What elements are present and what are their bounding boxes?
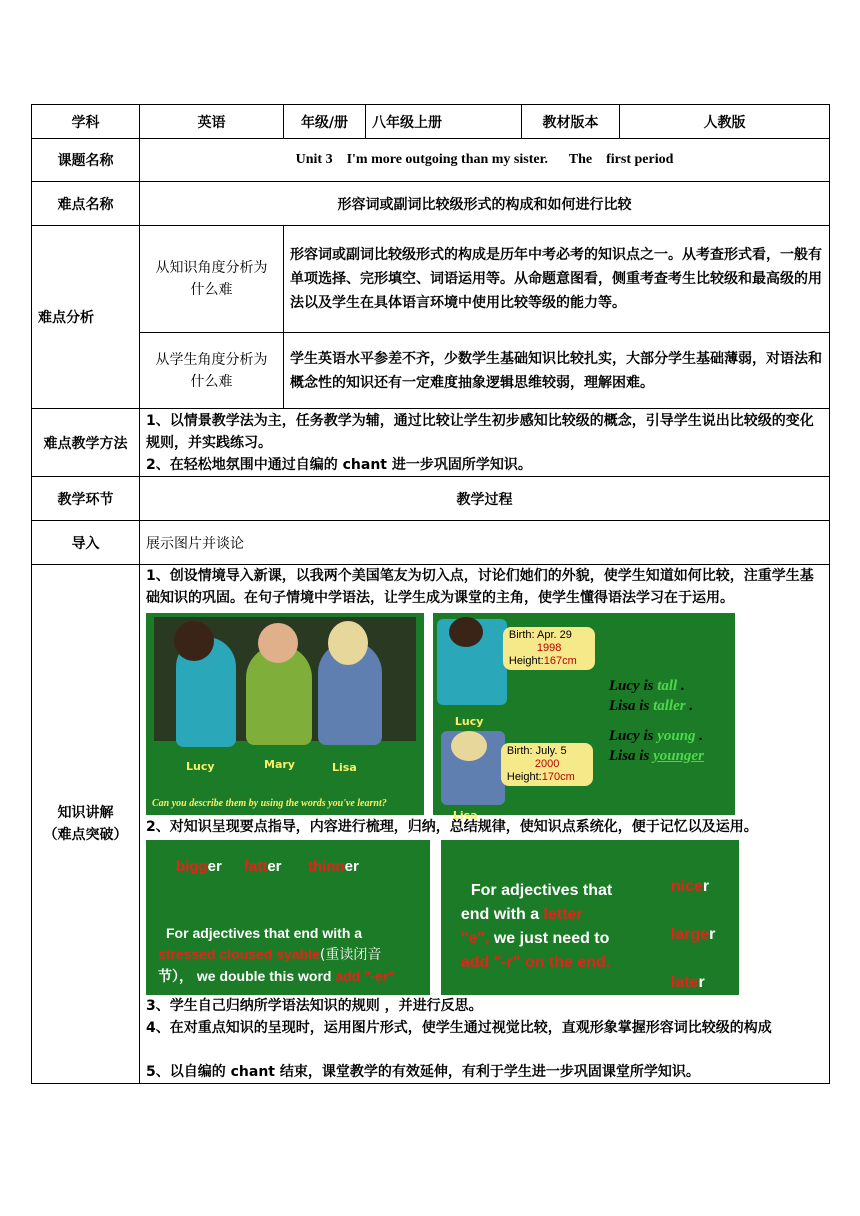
sentence-1-a: Lucy is (608, 678, 658, 694)
rule4-e: "e", (460, 930, 490, 947)
topic-value: Unit 3 I'm more outgoing than my sister. The first period (140, 139, 830, 182)
lisa-photo-label: Lisa (452, 809, 478, 822)
rule-line-3 (158, 965, 395, 987)
lucy-birth: Birth: Apr. 29 (508, 629, 572, 641)
sentence-3 (609, 725, 703, 747)
knowledge-angle-text: 形容词或副词比较级形式的构成是历年中考必考的知识点之一。从考查形式看，一般有单项选择、完形填空、词语运用等。从命题意图看，侧重考查考生比较级和最高级的用法以及学生在具体语言环境中使用比较等级的能力等。 (284, 226, 830, 333)
lisa-height-line (507, 771, 587, 784)
method-label: 难点教学方法 (32, 409, 140, 477)
intro-label: 导入 (32, 521, 140, 565)
process-label: 教学环节 (32, 477, 140, 521)
sentence-2 (609, 695, 693, 717)
slide-comparison (433, 613, 735, 822)
rule4-line-2 (461, 904, 583, 926)
spacer (146, 1039, 825, 1061)
rule4-letter: letter (543, 906, 583, 923)
knowledge-label-line-1: 知识讲解 (57, 805, 114, 821)
analysis-label: 难点分析 (32, 226, 140, 409)
word-nicer-stem: nice (670, 878, 703, 895)
sentence-1 (609, 675, 685, 697)
word-bigger (176, 856, 222, 878)
word-bigger-suffix: er (207, 858, 222, 875)
lisa-photo-head (451, 731, 487, 761)
name-lucy: Lucy (186, 760, 215, 773)
word-bigger-stem: bigg (176, 858, 208, 875)
subject-value: 英语 (140, 105, 284, 139)
rule-line-2 (158, 943, 381, 966)
lisa-height: 170cm (541, 771, 575, 783)
sentence-3-a: Lucy is (608, 728, 658, 744)
name-mary: Mary (264, 758, 295, 771)
word-fatter (244, 856, 282, 878)
slide-e-ending-rule (441, 840, 739, 995)
edition-value: 人教版 (620, 105, 830, 139)
sentence-3-c: . (695, 728, 704, 744)
lisa-height-label: Height: (506, 771, 542, 783)
method-cell (140, 409, 830, 477)
subject-label: 学科 (32, 105, 140, 139)
rule-stressed-syllable: stressed cloused syable (158, 946, 320, 962)
knowledge-step-4: 4、在对重点知识的呈现时，运用图片形式，使学生通过视觉比较，直观形象掌握形容词比较级的构成 (146, 1020, 772, 1036)
rule4-end-with: end with a (460, 906, 544, 923)
intro-value: 展示图片并谈论 (140, 521, 830, 565)
rule-line-1: For adjectives that end with a (166, 925, 363, 941)
lesson-plan-table (31, 104, 830, 1084)
sentence-1-c: . (677, 678, 685, 694)
rule4-line-4: add "-r" on the end. (460, 954, 611, 971)
slide-three-friends (146, 613, 424, 815)
knowledge-label (32, 565, 140, 1084)
word-thinner (308, 856, 359, 878)
lucy-photo-head (449, 617, 483, 647)
method-line-1: 1、以情景教学法为主，任务教学为辅，通过比较让学生初步感知比较级的概念，引导学生说出比较级的变化规则，并实践练习。 (146, 412, 814, 451)
word-larger-stem: large (670, 926, 710, 943)
lucy-year: 1998 (536, 642, 562, 654)
sentence-2-b: taller (653, 698, 686, 714)
slide-row-1 (146, 613, 825, 822)
knowledge-label-line-2: （难点突破） (43, 827, 128, 843)
rule-add-er: add "-er" (335, 968, 396, 984)
sentence-3-b: young (657, 728, 696, 744)
word-fatter-stem: fatt (244, 858, 268, 875)
word-fatter-suffix: er (267, 858, 282, 875)
lucy-height-line (509, 655, 589, 668)
slide-double-consonant-rule (146, 840, 430, 995)
student-angle-label: 从学生角度分析为什么难 (140, 333, 284, 409)
sentence-4-b: younger (653, 748, 704, 764)
topic-label: 课题名称 (32, 139, 140, 182)
difficulty-name-value: 形容词或副词比较级形式的构成和如何进行比较 (140, 182, 830, 226)
lucy-photo-label: Lucy (454, 715, 484, 728)
rule4-line-3 (461, 928, 610, 950)
lucy-info-bubble (503, 627, 595, 670)
word-later (671, 972, 705, 994)
knowledge-cell (140, 565, 830, 1084)
edition-label: 教材版本 (522, 105, 620, 139)
word-nicer (671, 876, 709, 898)
word-thinner-stem: thinn (308, 858, 345, 875)
sentence-2-c: . (685, 698, 694, 714)
method-line-2: 2、在轻松地氛围中通过自编的 chant 进一步巩固所学知识。 (146, 456, 532, 473)
knowledge-step-2: 2、对知识呈现要点指导，内容进行梳理，归纳，总结规律，使知识点系统化，便于记忆以及运用。 (146, 819, 758, 835)
word-nicer-suffix: r (702, 878, 710, 895)
name-lisa: Lisa (332, 761, 357, 774)
sentence-1-b: tall (657, 678, 678, 694)
sentence-4-a: Lisa is (608, 748, 654, 764)
knowledge-step-1: 1、创设情境导入新课，以我两个美国笔友为切入点，讨论们她们的外貌，使学生知道如何比较，注重学生基础知识的巩固。在句子情境中学语法，让学生成为课堂的主角，使学生懂得语法学习在于运用。 (146, 568, 814, 606)
grade-label: 年级/册 (284, 105, 366, 139)
rule4-line-1: For adjectives that (470, 882, 613, 899)
lucy-height-label: Height: (508, 655, 544, 667)
knowledge-angle-label: 从知识角度分析为什么难 (140, 226, 284, 333)
difficulty-name-label: 难点名称 (32, 182, 140, 226)
sentence-4 (609, 745, 704, 767)
lisa-info-bubble (501, 743, 593, 786)
sentence-2-a: Lisa is (608, 698, 654, 714)
rule-double-word: 节）， we double this word (158, 968, 336, 984)
person-lisa-head (328, 621, 368, 665)
process-value: 教学过程 (140, 477, 830, 521)
knowledge-step-3: 3、学生自己归纳所学语法知识的规则 ，并进行反思。 (146, 998, 483, 1014)
rule-chinese-note: (重读闭音 (319, 947, 382, 963)
knowledge-step-5: 5、以自编的 chant 结束，课堂教学的有效延伸，有利于学生进一步巩固课堂所学知识。 (146, 1064, 700, 1080)
slide1-question: Can you describe them by using the words you've learnt? (152, 798, 387, 809)
student-angle-text: 学生英语水平参差不齐，少数学生基础知识比较扎实，大部分学生基础薄弱，对语法和概念性的知识还有一定难度抽象逻辑思维较弱，理解困难。 (284, 333, 830, 409)
lucy-height: 167cm (543, 655, 577, 667)
lisa-birth: Birth: July. 5 (506, 745, 567, 757)
word-later-stem: late (670, 974, 699, 991)
person-lucy-head (174, 621, 214, 661)
word-later-suffix: r (698, 974, 705, 991)
word-larger (671, 924, 715, 946)
slide-row-2 (146, 840, 825, 995)
word-larger-suffix: r (709, 926, 716, 943)
rule4-need-to: we just need to (489, 930, 610, 947)
word-thinner-suffix: er (344, 858, 359, 875)
lisa-year: 2000 (534, 758, 560, 770)
person-mary-head (258, 623, 298, 663)
grade-value: 八年级上册 (366, 105, 522, 139)
